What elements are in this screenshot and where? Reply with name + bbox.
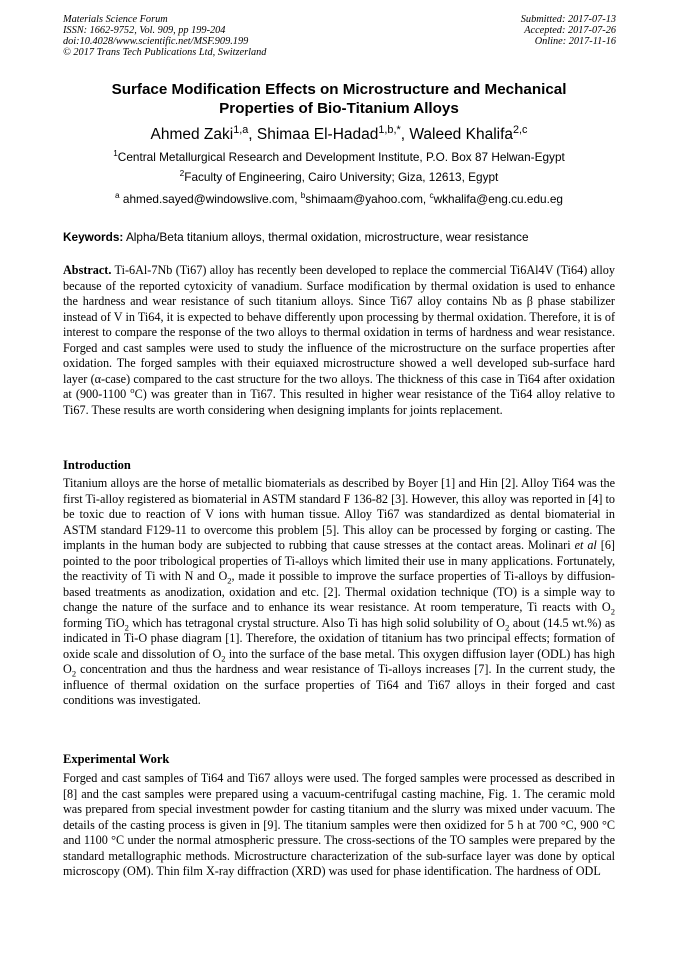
abstract: Abstract. Ti-6Al-7Nb (Ti67) alloy has recently been developed to replace the commercial Ti6Al4V (Ti64) alloy because of the reported cytoxicity of vanadium. Surface modification by thermal oxidation is used to enhance the hardness and wear resistance of such titanium alloys. Since Ti67 alloy contains Nb as β phase stabilizer instead of V in Ti64, it is expected to behave differently upon processing by thermal oxidation. Therefore, it is of interest to compare the response of the two alloys to thermal oxidation in terms of hardness and wear resistance. Forged and cast samples were used to study the influence of the microstructure on the surface properties after oxidation. The forged samples with their equiaxed microstructure showed a well developed sub-surface hard layer (α-case) compared to the cast structure for the two alloys. The thickness of this case in Ti64 after oxidation at (900-1100 $^o$C) was greater than in Ti67. This resulted in higher wear resistance of the Ti64 alloy relative to Ti67. These results are worth considering when designing implants for joints replacement. — [63, 263, 615, 417]
affiliation-2: $^2$Faculty of Engineering, Cairo University; Giza, 12613, Egypt — [179, 169, 499, 184]
submitted-date: Submitted: 2017-07-13 — [520, 14, 616, 25]
author-list: Ahmed Zaki$^{1,a}$, Shimaa El-Hadad$^{1,b,*}$, Waleed Khalifa$^{2,c}$ — [150, 123, 528, 143]
doi: doi:10.4028/www.scientific.net/MSF.909.199 — [63, 36, 249, 47]
author-name: Ahmed Zaki — [150, 126, 234, 143]
accepted-date: Accepted: 2017-07-26 — [524, 25, 616, 36]
affiliation-1: $^1$Central Metallurgical Research and Development Institute, P.O. Box 87 Helwan-Egypt — [113, 149, 565, 164]
author-name: Waleed Khalifa — [409, 126, 514, 143]
introduction-heading: Introduction — [63, 458, 131, 472]
introduction-body: Titanium alloys are the horse of metallic biomaterials as described by Boyer [1] and Hin [2]. Alloy Ti64 was the first Ti-alloy registered as biomaterial in ASTM standard F 136-82 [3]. However, this alloy was reported in [4] to be toxic due to reaction of V ions with human tissue. Alloy Ti67 was standardized as dental biomaterial in ASTM standard F129-11 to overcome this problem [5]. This alloy can be processed by forging or casting. The implants in the human body are subjected to rubbing that cause stresses at the contact areas. Molinari et al [6] pointed to the poor tribological properties of Ti-alloys which limited their use in many applications. Fortunately, the reactivity of Ti with N and $O_2$, made it possible to improve the surface properties of Ti-alloys by diffusion-based treatments as anodization, oxidation and etc. [2]. Thermal oxidation technique (TO) is a simple way to change the nature of the surface and to enhance its wear resistance. At room temperature, Ti reacts with $O_2$ forming TiO$_2$ which has tetragonal crystal structure. Also Ti has high solid solubility of $O_2$ about (14.5 wt.%) as indicated in Ti-O phase diagram [1]. Therefore, the oxidation of titanium has two principal effects; formation of oxide scale and dissolution of $O_2$ into the surface of the base metal. This oxygen diffusion layer (ODL) has high $O_2$ concentration and thus the hardness and wear resistance of Ti-alloys increases [7]. In the current study, the influence of thermal oxidation on the surface properties of Ti64 and Ti67 alloys in their forged and cast conditions was investigated. — [63, 476, 615, 707]
paper-title: Surface Modification Effects on Microstructure and Mechanical Properties of Bio-Titanium Alloys — [111, 81, 567, 117]
keywords: Keywords: Alpha/Beta titanium alloys, thermal oxidation, microstructure, wear resistance — [63, 230, 529, 244]
author-emails: $^a$ ahmed.sayed@windowslive.com, $^b$shimaam@yahoo.com, $^c$wkhalifa@eng.cu.edu.eg — [115, 191, 563, 206]
journal-info — [63, 14, 266, 58]
experimental-body: Forged and cast samples of Ti64 and Ti67 alloys were used. The forged samples were processed as described in [8] and the cast samples were prepared using a vacuum-centrifugal casting machine, Fig. 1. The ceramic mold was prepared from special investment powder for casting titanium and the slurry was mixed under vacuum. The details of the casting process is given in [9]. The titanium samples were then oxidized for 5 h at 700 °C, 900 °C and 1100 °C under the normal atmospheric pressure. The cross-sections of the TO samples were prepared by the standard metallographic methods. Microstructure characterization of the sub-surface layer was done by optical microscopy (OM). Thin film X-ray diffraction (XRD) was used for phase identification. The hardness of ODL — [63, 771, 615, 878]
abstract-label: Abstract. — [63, 263, 112, 277]
experimental-heading: Experimental Work — [63, 752, 170, 766]
keywords-label: Keywords: — [63, 230, 124, 244]
dates-info — [521, 14, 616, 47]
issn: ISSN: 1662-9752, Vol. 909, pp 199-204 — [63, 25, 226, 36]
journal-name: Materials Science Forum — [63, 14, 168, 25]
copyright: © 2017 Trans Tech Publications Ltd, Switzerland — [63, 47, 267, 58]
online-date: Online: 2017-11-16 — [534, 36, 616, 47]
author-name: Shimaa El-Hadad — [256, 126, 379, 143]
